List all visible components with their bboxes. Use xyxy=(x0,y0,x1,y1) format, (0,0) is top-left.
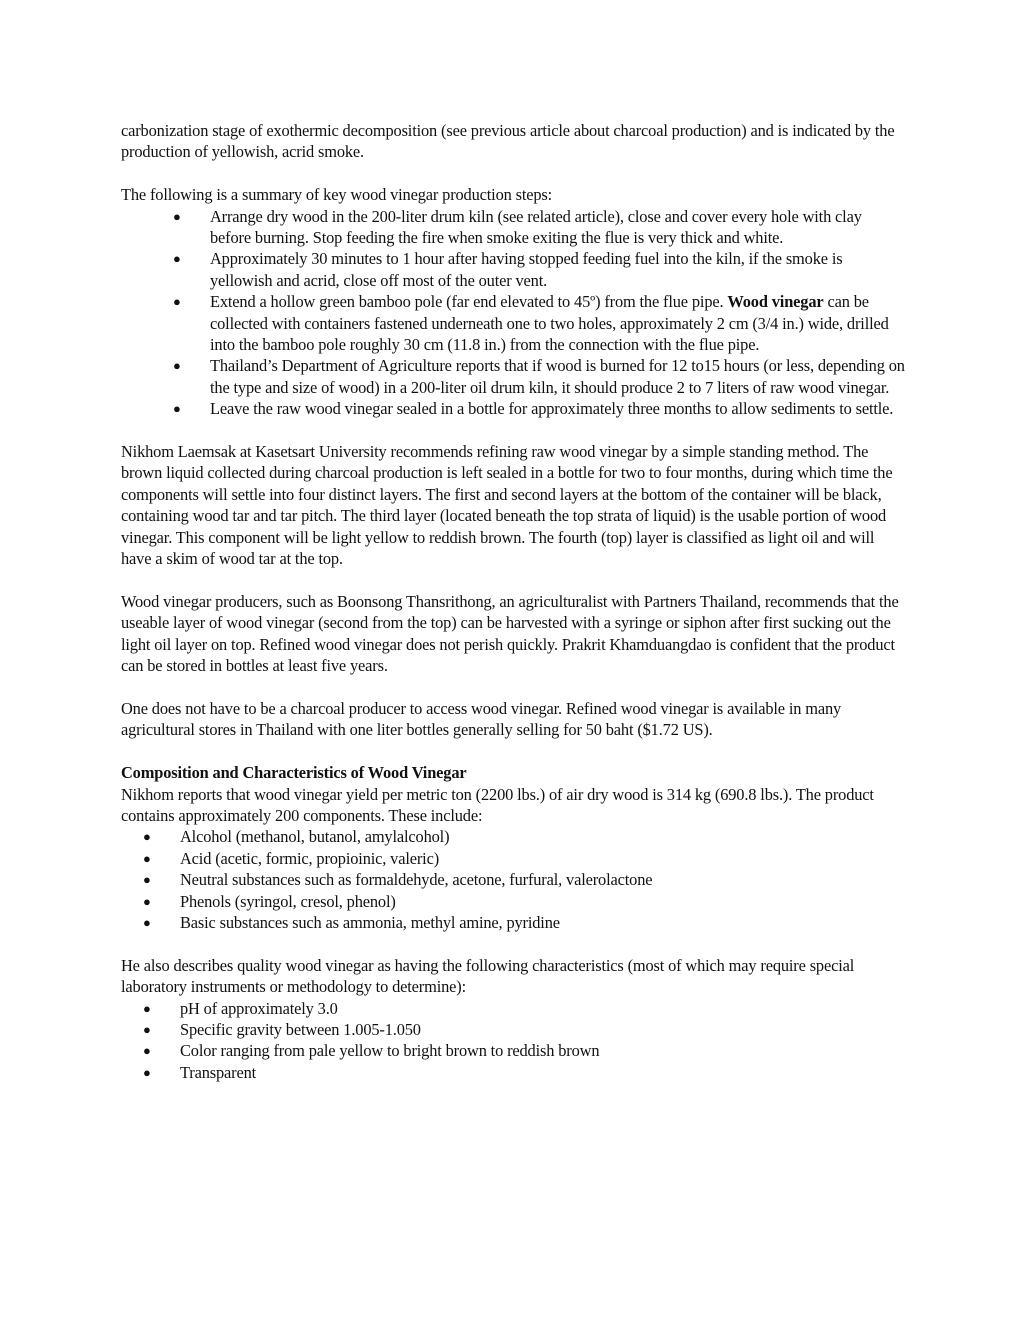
list-item-text: Extend a hollow green bamboo pole (far end elevated to 45º) from the flue pipe. xyxy=(210,292,728,312)
list-item-text: Thailand’s Department of Agriculture reports that if wood is burned for 12 to15 hours (or less, depending on the type and size of wood) in a 200-liter oil drum kiln, it should produce 2 to 7 liters of raw wood vinegar. xyxy=(210,356,905,397)
list-item-text: pH of approximately 3.0 xyxy=(180,998,338,1018)
list-item xyxy=(121,848,906,869)
characteristics-paragraph: He also describes quality wood vinegar as having the following characteristics (most of which may require special laboratory instruments or methodology to determine): xyxy=(121,955,855,997)
list-item-text: Transparent xyxy=(180,1062,257,1082)
composition-paragraph: Nikhom reports that wood vinegar yield per metric ton (2200 lbs.) of air dry wood is 314 kg (690.8 lbs.). The product contains approximately 200 components. These include: xyxy=(121,784,874,825)
list-item-text: Acid (acetic, formic, propioinic, valeric) xyxy=(180,848,440,868)
production-steps-list xyxy=(121,206,906,420)
list-item xyxy=(121,355,906,398)
list-item xyxy=(121,291,906,355)
characteristics-list xyxy=(121,998,906,1084)
list-item xyxy=(121,1062,906,1083)
document-page xyxy=(121,120,906,1083)
bullet-icon: ● xyxy=(143,1064,151,1080)
bullet-icon: ● xyxy=(173,208,181,224)
list-item xyxy=(121,248,906,291)
bullet-icon: ● xyxy=(173,251,181,267)
bullet-icon: ● xyxy=(143,914,151,930)
steps-intro: The following is a summary of key wood vinegar production steps: xyxy=(121,185,553,205)
list-item-text: Basic substances such as ammonia, methyl amine, pyridine xyxy=(180,912,560,932)
producers-paragraph: Wood vinegar producers, such as Boonsong Thansrithong, an agriculturalist with Partners Thailand, recommends that the useable layer of wood vinegar (second from the top) can be harvested with a syringe or siphon after first sucking out the light oil layer on top. Refined wood vinegar does not perish quickly. Prakrit Khamduangdao is confident that the product can be stored in bottles at least five years. xyxy=(121,591,899,676)
spacer xyxy=(121,677,906,698)
list-item-text: Color ranging from pale yellow to bright brown to reddish brown xyxy=(180,1041,600,1061)
bullet-icon: ● xyxy=(143,893,151,909)
components-list xyxy=(121,826,906,933)
list-item-text: Phenols (syringol, cresol, phenol) xyxy=(180,891,396,911)
spacer xyxy=(121,741,906,762)
bullet-icon: ● xyxy=(173,401,181,417)
bullet-icon: ● xyxy=(143,829,151,845)
spacer xyxy=(121,420,906,441)
list-item xyxy=(121,998,906,1019)
list-item xyxy=(121,912,906,933)
list-item xyxy=(121,1019,906,1040)
refining-paragraph: Nikhom Laemsak at Kasetsart University recommends refining raw wood vinegar by a simple standing method. The brown liquid collected during charcoal production is left sealed in a bottle for two to four months, during which time the components will settle into four distinct layers. The first and second layers at the bottom of the container will be black, containing wood tar and tar pitch. The third layer (located beneath the top strata of liquid) is the usable portion of wood vinegar. This component will be light yellow to reddish brown. The fourth (top) layer is classified as light oil and will have a skim of wood tar at the top. xyxy=(121,442,893,569)
list-item-text: Arrange dry wood in the 200-liter drum kiln (see related article), close and cover every hole with clay before burning. Stop feeding the fire when smoke exiting the flue is very thick and white. xyxy=(210,206,862,248)
list-item xyxy=(121,206,906,249)
list-item xyxy=(121,869,906,890)
bullet-icon: ● xyxy=(173,294,181,310)
bullet-icon: ● xyxy=(143,1043,151,1059)
bullet-icon: ● xyxy=(143,1021,151,1037)
spacer xyxy=(121,163,906,184)
list-item-text: Specific gravity between 1.005-1.050 xyxy=(180,1019,421,1039)
section-heading: Composition and Characteristics of Wood Vinegar xyxy=(121,763,467,783)
list-item-text: can be collected with containers fastened underneath one to two holes, approximately 2 cm (3/4 in.) wide, drilled into the bamboo pole roughly 30 cm (11.8 in.) from the connection with the flue pipe. xyxy=(210,292,889,355)
availability-paragraph: One does not have to be a charcoal producer to access wood vinegar. Refined wood vinegar is available in many agricultural stores in Thailand with one liter bottles generally selling for 50 baht ($1.72 US). xyxy=(121,698,842,740)
bullet-icon: ● xyxy=(143,1000,151,1016)
spacer xyxy=(121,570,906,591)
list-item xyxy=(121,1040,906,1061)
list-item-text: Alcohol (methanol, butanol, amylalcohol) xyxy=(180,827,450,847)
list-item-text: Approximately 30 minutes to 1 hour after having stopped feeding fuel into the kiln, if the smoke is yellowish and acrid, close off most of the outer vent. xyxy=(210,249,843,290)
list-item xyxy=(121,826,906,847)
intro-paragraph: carbonization stage of exothermic decomposition (see previous article about charcoal production) and is indicated by the production of yellowish, acrid smoke. xyxy=(121,121,895,162)
bullet-icon: ● xyxy=(143,872,151,888)
list-item xyxy=(121,891,906,912)
bullet-icon: ● xyxy=(143,850,151,866)
list-item-text: Leave the raw wood vinegar sealed in a bottle for approximately three months to allow sediments to settle. xyxy=(210,399,894,419)
list-item xyxy=(121,398,906,419)
spacer xyxy=(121,933,906,954)
list-item-text: Neutral substances such as formaldehyde, acetone, furfural, valerolactone xyxy=(180,870,653,890)
bold-term: Wood vinegar xyxy=(727,292,824,312)
bullet-icon: ● xyxy=(173,358,181,374)
